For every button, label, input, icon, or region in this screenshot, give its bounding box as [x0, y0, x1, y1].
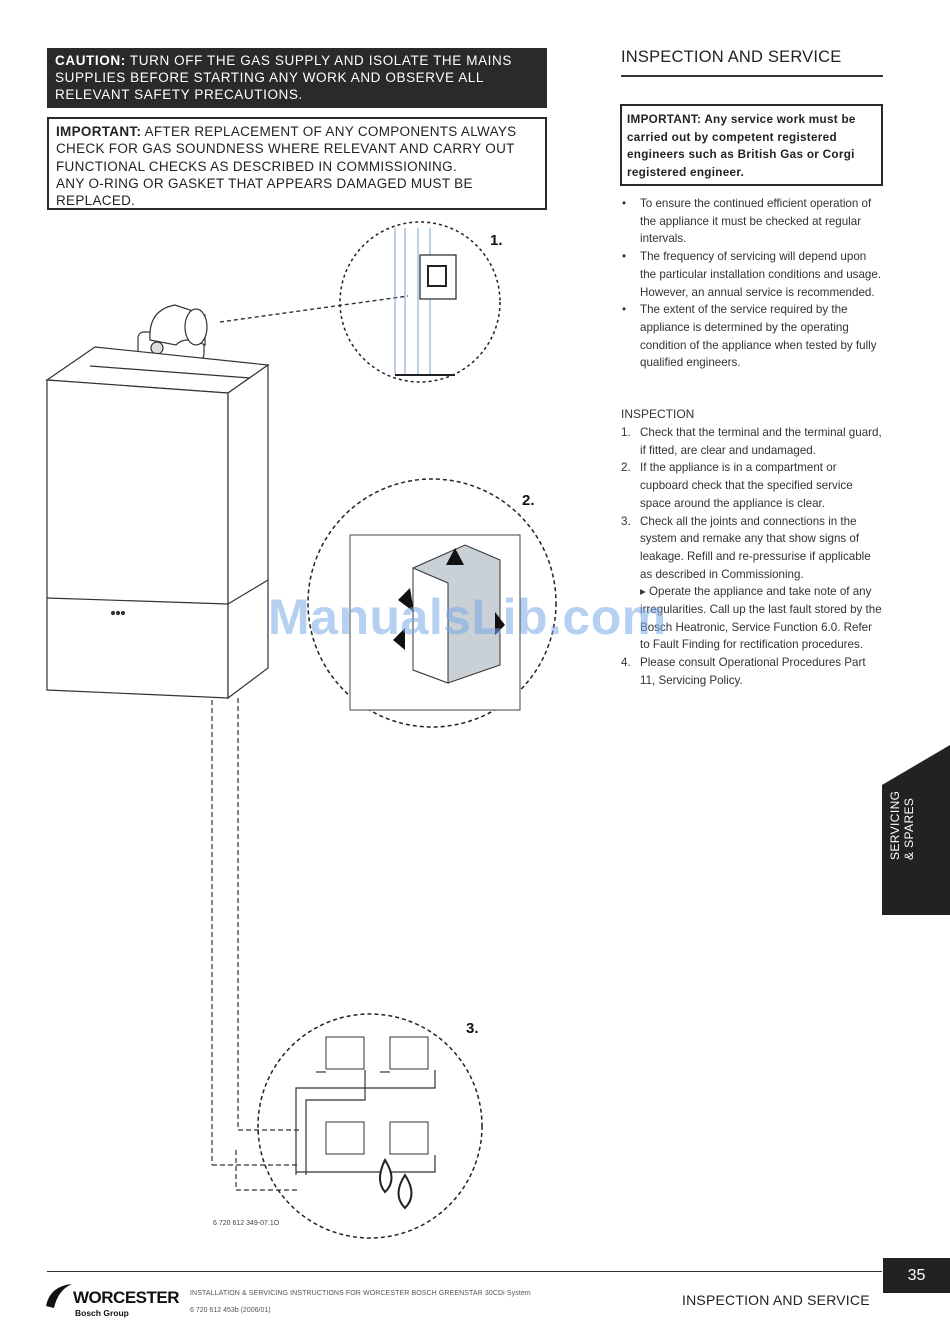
important-right-label: IMPORTANT:	[627, 113, 702, 126]
bullet-item: • The frequency of servicing will depend upon the particular installation conditions and usage. However, an annual service is recommended.	[621, 248, 883, 301]
important-text-2: ANY O-RING OR GASKET THAT APPEARS DAMAGED MUST BE REPLACED.	[56, 175, 473, 209]
caution-text: TURN OFF THE GAS SUPPLY AND ISOLATE THE MAINS SUPPLIES BEFORE STARTING ANY WORK AND OBSERVE ALL RELEVANT SAFETY PRECAUTIONS.	[55, 53, 512, 102]
bullet-item: • The extent of the service required by the appliance is determined by the operating condition of the appliance when tested by fully qualified engineers.	[621, 301, 883, 372]
boiler-body	[47, 347, 268, 698]
item-number: 2.	[621, 461, 631, 475]
item-text: If the appliance is in a compartment or cupboard check that the specified service space around the appliance is clear.	[640, 461, 853, 510]
watermark: ManualsLib.com	[268, 589, 667, 645]
bullet-item: • To ensure the continued efficient operation of the appliance it must be checked at regular intervals.	[621, 195, 883, 248]
caution-label: CAUTION:	[55, 53, 126, 68]
footer-title: INSPECTION AND SERVICE	[682, 1292, 870, 1308]
flue-elbow	[138, 305, 207, 360]
side-tab-line2: & SPARES	[902, 797, 916, 860]
side-tab-line1: SERVICING	[888, 790, 902, 860]
inspection-list	[621, 424, 883, 690]
page-number: 35	[883, 1258, 950, 1293]
detail-circle-system	[258, 1014, 482, 1238]
worcester-logo-icon	[44, 1282, 76, 1312]
bullet-list	[621, 195, 883, 372]
section-title: INSPECTION AND SERVICE	[621, 48, 842, 66]
important-label: IMPORTANT:	[56, 124, 142, 139]
important-right-text: Any service work must be carried out by competent registered engineers such as British Gas or Corgi registered engineer.	[627, 113, 856, 179]
inspection-item	[621, 424, 883, 459]
brand-subtitle: Bosch Group	[75, 1308, 129, 1318]
figure-label-1: 1.	[490, 232, 503, 249]
side-tab-label	[888, 770, 916, 860]
detail-circle-terminal	[340, 222, 500, 382]
section-rule	[621, 75, 883, 77]
item-text: Check that the terminal and the terminal guard, if fitted, are clear and undamaged.	[640, 426, 882, 457]
brand-name: WORCESTER	[73, 1288, 179, 1307]
item-text: Please consult Operational Procedures Part 11, Servicing Policy.	[640, 656, 866, 687]
inspection-item	[621, 459, 883, 512]
footer-doc-title: INSTALLATION & SERVICING INSTRUCTIONS FOR WORCESTER BOSCH GREENSTAR 30CDi System	[190, 1290, 531, 1297]
footer-rule	[47, 1271, 882, 1272]
figure-label-3: 3.	[466, 1020, 479, 1037]
important-text: AFTER REPLACEMENT OF ANY COMPONENTS ALWAYS CHECK FOR GAS SOUNDNESS WHERE RELEVANT AND CARRY OUT FUNCTIONAL CHECKS AS DESCRIBED IN COMMISSIONING.	[56, 124, 517, 174]
inspection-item	[621, 654, 883, 689]
footer-doc-code: 6 720 612 453b (2006/01)	[190, 1307, 271, 1314]
figure-label-2: 2.	[522, 492, 535, 509]
item-number: 3.	[621, 514, 631, 528]
important-box-right	[620, 104, 883, 186]
item-subtext: ▸ Operate the appliance and take note of any irregularities. Call up the last fault stored by the Bosch Heatronic, Service Function 6.0. Refer to Fault Finding for rectification procedures.	[640, 585, 882, 652]
item-text: Check all the joints and connections in the system and remake any that show signs of leakage. Refill and re-pressurise if applicable as described in Commissioning.	[640, 514, 871, 581]
item-number: 4.	[621, 656, 631, 670]
item-number: 1.	[621, 426, 631, 439]
inspection-heading: INSPECTION	[621, 407, 695, 421]
figure-code: 6 720 612 349-07.1O	[213, 1220, 280, 1227]
